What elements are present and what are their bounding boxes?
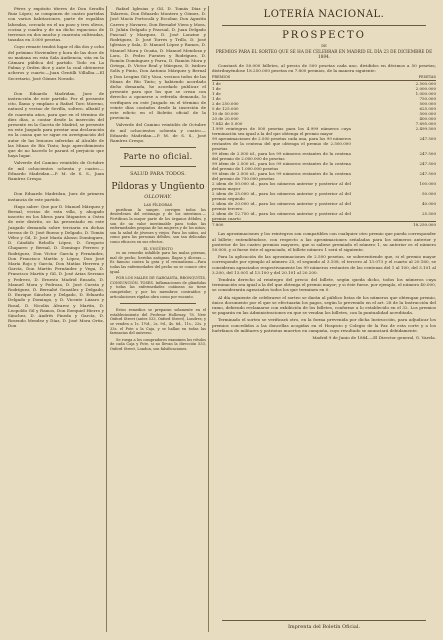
lottery-paragraph: Tendrán derecho al reintegro del precio del billete, según queda dicho, todos los números cuya terminación sea igual a la del que obtenga el premio mayor; y si éste fuese, por ejemplo, el número 40.000, se considerarán agraciados todos los que terminen en 0. bbox=[212, 277, 436, 293]
prize-description: 10 de 50.000 bbox=[212, 111, 239, 117]
prize-description: 2 idem de 50.000 id., para los números anterior y posterior al del premio mayor bbox=[212, 181, 351, 192]
prize-amount: 25.500 bbox=[422, 211, 436, 217]
prize-description: 1 de bbox=[212, 86, 221, 92]
prize-amount: 247.500 bbox=[419, 171, 436, 177]
prize-amount: 500.000 bbox=[419, 111, 436, 117]
ad-paragraph: Se ruega a los compradores examinen los rótulos de cada Caja y Pote, si no llevan la dirección 533, Oxford Street, London, son falsificaciones. bbox=[110, 337, 206, 351]
prize-row bbox=[212, 181, 436, 191]
prize-description: 99 aproximaciones de 2.500 pesetas cada una, para los 99 números restantes de la centena del que obtenga el premio de 2.500.000 pesetas bbox=[212, 136, 351, 152]
prize-row bbox=[212, 136, 436, 151]
prize-amount: 247.500 bbox=[419, 161, 436, 167]
prize-total-value: 18.250.000 bbox=[351, 222, 436, 228]
column-divider bbox=[208, 6, 209, 632]
prize-description: 99 idem de 2.500 id., para los 99 números restantes de la centena del premio de 1.000.000 pesetas bbox=[212, 161, 351, 172]
prize-amount: 1.000.000 bbox=[415, 91, 436, 97]
prize-description: 1 de bbox=[212, 91, 221, 97]
lottery-paragraph: Al día siguiente de celebrarse el sorteo se darán al público listas de los números que obtengan premio, único documento por el que se efectuarán los pagos, según lo prevenido en el art. 28 de la Instrucción del ramo, debiendo reclamarse con exhibición de los billetes, conforme a lo establecido en el 32. Los premios se pagarán en las Administraciones en que se vendan los billetes, con la puntualidad acreditada. bbox=[212, 294, 436, 316]
section-divider bbox=[120, 303, 196, 304]
edict-paragraph: Valverde del Camino veintidós de Octubre de mil ochocientos ochenta y cuatro.—Eduardo Madridan.—P. M. de S. S., José Ramírez Crespo. bbox=[110, 122, 206, 144]
printer-imprint: Imprenta del Boletín Oficial. bbox=[287, 624, 361, 630]
ad-headline: SALUD PARA TODOS. bbox=[130, 171, 186, 178]
ad-subhead: LAS PÍLDORAS bbox=[143, 203, 173, 208]
ad-paragraph: POR LOS MALES DE GARGANTA, BRONQUITIS, CONSUNCIÓN, TOSES. Inflamaciones de glándulas y todas las enfermedades cutáneas no tiene competidor; y por los miembros contraídos y articulaciones rígidas obra como por encanto. bbox=[110, 276, 206, 299]
prize-row bbox=[212, 161, 436, 171]
prize-row bbox=[212, 151, 436, 161]
column-divider bbox=[106, 6, 107, 632]
prize-description: 99 idem de 2.500 id., para los 99 números restantes de la centena del premio de 2.000.000 de pesetas bbox=[212, 151, 351, 162]
prize-total-label: 7.800 bbox=[212, 222, 351, 228]
section-title: Parte no oficial. bbox=[123, 152, 193, 162]
column-left bbox=[8, 6, 104, 331]
prize-description: 20 de 20.000 bbox=[212, 116, 239, 122]
prize-amount: 100.000 bbox=[419, 181, 436, 187]
lottery-subtitle: PREMIOS PARA EL SORTEO QUE SE HA DE CELEBRAR EN MADRID EL DÍA 23 DE DICIEMBRE DE 1884. bbox=[215, 48, 433, 59]
prize-description: 1 de bbox=[212, 96, 221, 102]
section-divider bbox=[222, 25, 426, 26]
header-pesetas: PESETAS bbox=[351, 75, 436, 81]
edict-paragraph: Don Eduardo Madridan, Juez de primera instancia de este partido. bbox=[8, 191, 104, 202]
column-lottery bbox=[212, 6, 436, 346]
edict-paragraph: Don Eduardo Madridan, Juez de instrucción de este partido. Por el presente cito, llamo y emplazo a Rafael Toro Moreno, natural y vecino de Sevilla, soltero, albañil y de cuarenta años, para que en el término de diez días, a contar desde la inserción del presente en la Gaceta de Madrid, se presente en este Juzgado para prestar una declaración en la causa que se sigue en averiguación del autor de las lesiones inferidas al Alcalde de las Minas de Río Tinto; bajo apercibimiento que de no hacerlo le parará el perjuicio que haya lugar. bbox=[8, 90, 104, 159]
prize-description: 99 idem de 2.500 id., para los 99 números restantes de la centena del premio de 750.000 pesetas bbox=[212, 171, 351, 182]
prize-amount: 247.500 bbox=[419, 136, 436, 142]
prize-row bbox=[212, 201, 436, 211]
ad-paragraph: Estos remedios se preparan solamente en el establecimiento del Profesor Holloway, 78, New Oxford Street (antes 533, Oxford Street), Londres; y se venden a 1s. 1½d., 2s. 9d., 4s. 6d., 11s., 22s. y 33s. el Pote o la Caja, y se hallan en todas las farmacias del universo. bbox=[110, 308, 206, 336]
header-premios: PREMIOS bbox=[212, 75, 351, 81]
ad-paragraph: es un remedio infalible para las malas piernas, mal de pecho, heridas antiguas, llagas y úlceras.—Es famoso contra la gota y el reumatismo.—Para todas las enfermedades del pecho no se conoce otro igual. bbox=[110, 251, 206, 274]
prize-description: 2 de 250.000 bbox=[212, 101, 239, 107]
ad-brand: OLLOWAY. bbox=[144, 194, 172, 201]
edict-paragraph: Valverde del Camino veintidós de Octubre de mil ochocientos ochenta y cuatro.—Eduardo Madridan.—P. M. de S. S., Juan Ramírez Crespo. bbox=[8, 160, 104, 182]
prize-table bbox=[212, 75, 436, 227]
prize-row bbox=[212, 126, 436, 136]
column-middle bbox=[110, 6, 206, 354]
prize-amount: 7.895.000 bbox=[415, 121, 436, 127]
prospect-de: DE bbox=[321, 44, 327, 48]
prize-row bbox=[212, 171, 436, 181]
prize-description: 1 de bbox=[212, 81, 221, 87]
prize-description: 2 idem de 12.750 id., para los números anterior y posterior al del premio cuarto bbox=[212, 211, 351, 222]
prize-description: 5 de 125.000 bbox=[212, 106, 239, 112]
edict-paragraph: Pérez y expósito títeres de Don Serafín Ruiz López; se componen de cuatro partidas con varios habitaciones, parte de espaldas labradas, cercado en el un pozo y tres olivos, cocina y cuadra y de un dicho espacioso de terrenos en dos mucho y cuarenta cultivadas, tasadas en 3.000 pesetas. bbox=[8, 6, 104, 43]
prize-amount: 400.000 bbox=[419, 116, 436, 122]
prize-row bbox=[212, 211, 436, 222]
lottery-paragraph: Terminado el sorteo se verificará otro, en la forma prevenida por dicha Instrucción, para adjudicar los premios concedidos a las doncellas acogidas en el Hospicio y Colegio de la Paz de esta corte y a los huérfanos de militares y patriotas muertos en campaña, cuyo resultado se anunciará debidamente. bbox=[212, 317, 436, 333]
prize-amount: 40.000 bbox=[422, 201, 436, 207]
prospect-title: PROSPECTO bbox=[282, 30, 366, 41]
lottery-paragraph: Las aproximaciones y los reintegros son compatibles con cualquier otro premio que pueda corresponder al billete; entendiéndose, con respecto a las aproximaciones señaladas para los números anterior y posterior de los cuatro premios mayores, que si saliese premiado el número 1, su anterior es el número 50.000, y si fuese éste el agraciado, el billete número 1 será el siguiente. bbox=[212, 231, 436, 253]
prize-description: 7.842 de 5.000 bbox=[212, 121, 243, 127]
prize-amount: 625.000 bbox=[419, 106, 436, 112]
edict-paragraph: Rafael Iglesias y Gil, D. Tomás Díaz y Talavera, Don Eduardo Montero y Gómez, D. José Macía Portocalà y Escobar, Don Agustín Carero y Navarro, Don Bernabé Viera y Mora, D. Julián Delgado y Pascual, D. Juan Delgado Pascual y Marquez, D. José Lonzine y Rodríguez, D. José Torres y Trillo, D. José Iglesias y Sala, D. Manuel López y Ramos, D. Manuel Mora y Ocaña, D. Manuel Mendoza y Lora, D. Pedro Fuentes y Rodríguez, D. Romón Domínguez y Parra, D. Ramón Mora y Ortega, D. Víctor Real y Márquez, D. Isidoro Solís y Pinto, Don Antonio Márquez y Bernal y Don Lesgins Gil y Vaca, vecinos todos de las Minas de Río Tinto; y habiendo acordado dicho demanda, he acordado publicar el presente para que los que se crean con derecho a oponerse a referida demanda, lo verifiquen en este Juzgado en el término de veinte días contados desde la inserción de este edicto en el Boletín oficial de la provincia. bbox=[110, 6, 206, 121]
lottery-intro: Constará de 50.000 billetes, al precio de 500 pesetas cada uno, divididos en décimos a 50 pesetas; distribuyéndose 18.250.000 pesetas en 7.800 premios, de la manera siguiente: bbox=[212, 63, 436, 74]
lottery-paragraph: Para la aplicación de las aproximaciones de 2.500 pesetas, se sobreentiende que, si el premio mayor corresponde por ejemplo al número 25, el segundo al 3.108, el tercero al 13.073 y el cuarto al 20.160, se consideran agraciados respectivamente los 99 números restantes de las centenas del 1 al 100, del 3.101 al 3.200, del 13.001 al 13.100 y del 20.101 al 20.200. bbox=[212, 254, 436, 275]
ad-product-title: Píldoras y Ungüento bbox=[111, 182, 205, 193]
prize-amount: 247.500 bbox=[419, 151, 436, 157]
prize-amount: 500.000 bbox=[419, 101, 436, 107]
prize-amount: 2.000.000 bbox=[415, 86, 436, 92]
section-divider bbox=[120, 147, 196, 148]
prize-amount: 2.499.500 bbox=[415, 126, 436, 132]
edict-paragraph: Hago saber: Que por D. Manuel Márquez y Bernal, vecino de esta villa, y abogado inscrito en los libros para litigantes a Ostra de este distrito, se ha presentado en este Juzgado demanda sobre terciaria en dichas tierras de D. José Bueno y Delgado, D. Tomás Vélez y Gil, D. José María Alonso Domínguez, D. Cándido Rebollo López, D. Gregorio Chaparro y Bernal, D. Domingo Ferrero y Rodríguez, Don Víctor García y Fernández, Don Francisco Martín y López, Don José María Rojo y García, Don Matías Herrera y García, Don Martín Fernández y Vega, D. Francisco Martín y Gil, D. José Arias Serrano y Pedrero, D. Ernesto Madrid Ensado, D. Manuel Mora y Pedroza, D. José Cuesta y Rodríguez, D. Bernabé González y Delgado, D. Enrique Sánchez y Delgado, D. Eduardo Delgado y Domingo, y D. Vicente Lázaro y Rosal, D. Nicolás Álvarez y Martín, D. Leopoldo Gil y Ramos, Don Ezequiel Hierro y Sánchez, D. Andrés Pineda y García, D. Rosendo Mendez y Díaz, D. José Mora Ortiz, Don bbox=[8, 203, 104, 329]
ad-paragraph: purifican la sangre, corrigen todos los desórdenes del estómago y de los intestinos.—Fortifican la mayor parte de los órganos débiles, y son de un valor inestimable para todas las enfermedades propias de las mujeres y de los niños; son la salud de jóvenes y viejos. Para los niños, así como para las personas débiles, son tan delicadas como eficaces en sus efectos. bbox=[110, 207, 206, 245]
prize-row bbox=[212, 191, 436, 201]
ad-subhead: EL UNGÜENTO bbox=[143, 246, 173, 251]
prize-amount: 2.500.000 bbox=[415, 81, 436, 87]
section-divider bbox=[120, 166, 196, 167]
prize-description: 2 idem de 20.000 id., para los números anterior y posterior al del premio tercero bbox=[212, 201, 351, 212]
lottery-title: LOTERÍA NACIONAL. bbox=[263, 9, 385, 20]
prize-description: 1.999 reintegros de 500 pesetas para los 4.999 números cuya terminación sea igual a la del que obtenga el premio mayor bbox=[212, 126, 351, 137]
prize-description: 2 idem de 25.000 id., para los números anterior y posterior al del premio segundo bbox=[212, 191, 351, 202]
section-divider bbox=[222, 620, 426, 621]
prize-amount: 750.000 bbox=[419, 96, 436, 102]
signature: Madrid 9 de Junio de 1884.—El Director general, G. Varela. bbox=[312, 335, 436, 341]
edict-paragraph: Cuyo remate tendrá lugar el día dos y ocho del próximo Noviembre y hora de las doce de su mañana en esta Sala Audiencia, sita en la Cámara pública del partido. Todo en La Palma y Orden dice y ante la cual obtenerse acheros y cuarto.—Juan Gentilli Villalba.—El Secretario, José Gómez Novado. bbox=[8, 44, 104, 81]
prize-amount: 50.000 bbox=[422, 191, 436, 197]
